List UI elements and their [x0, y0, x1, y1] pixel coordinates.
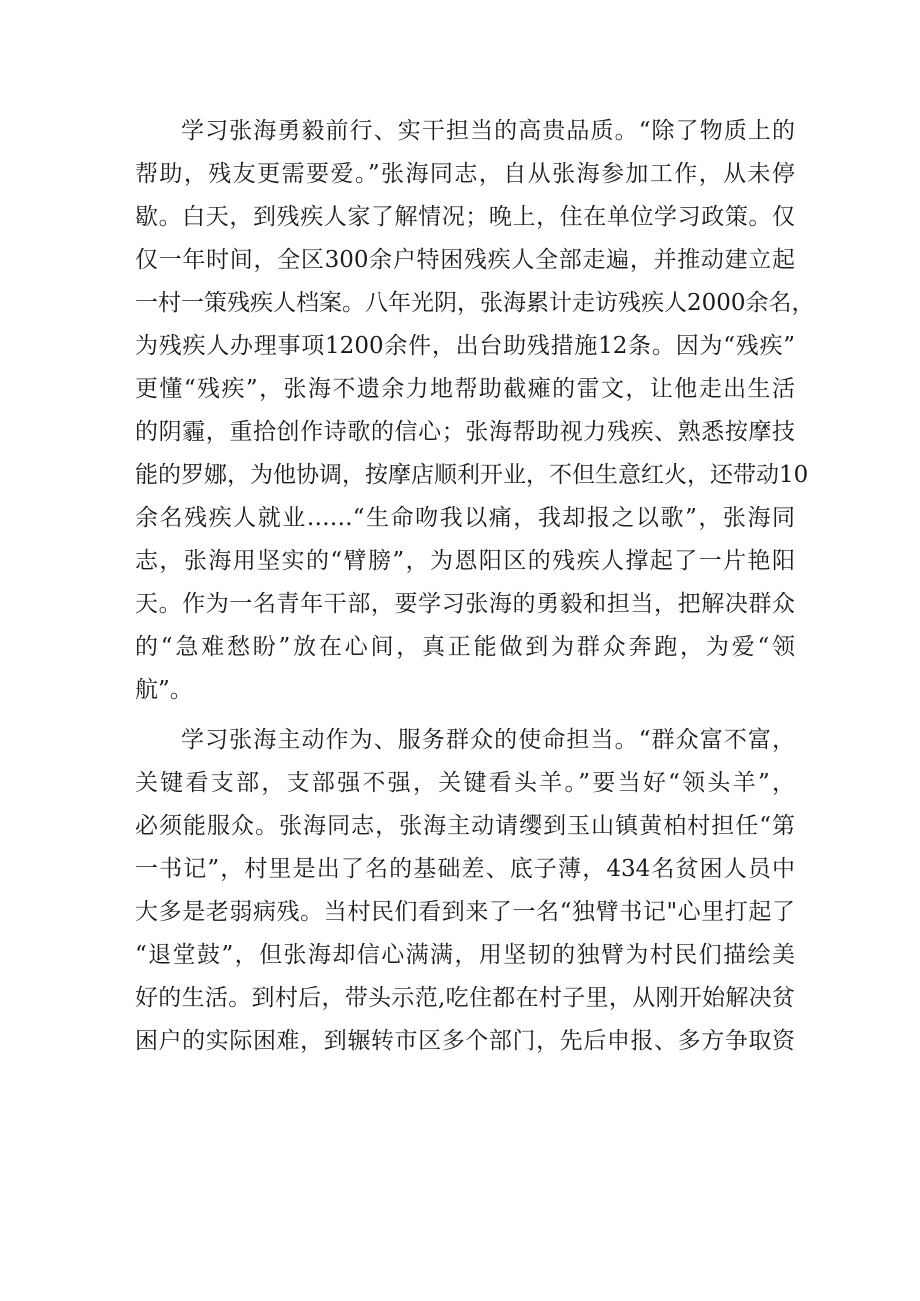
text-line: 必须能服众。张海同志，张海主动请缨到玉山镇黄柏村担任“第	[135, 813, 795, 839]
text-line: 志，张海用坚实的“臂膀”，为恩阳区的残疾人撑起了一片艳阳	[135, 548, 795, 574]
text-line: 仅一年时间，全区300余户特困残疾人全部走遍，并推动建立起	[135, 247, 795, 273]
paragraph-1	[135, 110, 815, 712]
text-line: 学习张海主动作为、服务群众的使命担当。“群众富不富，	[181, 727, 795, 753]
text-line: 帮助，残友更需要爱。”张海同志，自从张海参加工作，从未停	[135, 161, 795, 187]
document-body	[135, 110, 815, 1070]
text-line: 能的罗娜，为他协调，按摩店顺利开业，不但生意红火，还带动10	[135, 462, 809, 488]
text-line: 学习张海勇毅前行、实干担当的高贵品质。“除了物质上的	[181, 118, 795, 144]
paragraph-2	[135, 719, 795, 1063]
text-line: 歇。白天，到残疾人家了解情况；晚上，住在单位学习政策。仅	[135, 204, 795, 230]
text-line: 更懂“残疾”，张海不遗余力地帮助截瘫的雷文，让他走出生活	[135, 376, 795, 402]
text-line: 的“急难愁盼”放在心间，真正能做到为群众奔跑，为爱“领	[135, 634, 795, 660]
text-line: “退堂鼓”，但张海却信心满满，用坚韧的独臂为村民们描绘美	[135, 942, 795, 968]
text-line: 航”。	[135, 677, 193, 703]
text-line: 天。作为一名青年干部，要学习张海的勇毅和担当，把解决群众	[135, 591, 795, 617]
text-line: 大多是老弱病残。当村民们看到来了一名“独臂书记"心里打起了	[135, 899, 795, 925]
text-line: 一书记”，村里是出了名的基础差、底子薄，434名贫困人员中	[135, 856, 795, 882]
text-line: 为残疾人办理事项1200余件，出台助残措施12条。因为“残疾”	[135, 333, 795, 359]
text-line: 一村一策残疾人档案。八年光阴，张海累计走访残疾人2000余名，	[135, 290, 815, 316]
text-line: 好的生活。到村后，带头示范,吃住都在村子里，从刚开始解决贫	[135, 985, 795, 1011]
text-line: 关键看支部，支部强不强，关键看头羊。”要当好“领头羊”，	[135, 770, 795, 796]
text-line: 的阴霾，重拾创作诗歌的信心；张海帮助视力残疾、熟悉按摩技	[135, 419, 795, 445]
text-line: 余名残疾人就业……“生命吻我以痛，我却报之以歌”，张海同	[135, 505, 795, 531]
text-line: 困户的实际困难，到辗转市区多个部门，先后申报、多方争取资	[135, 1028, 795, 1054]
